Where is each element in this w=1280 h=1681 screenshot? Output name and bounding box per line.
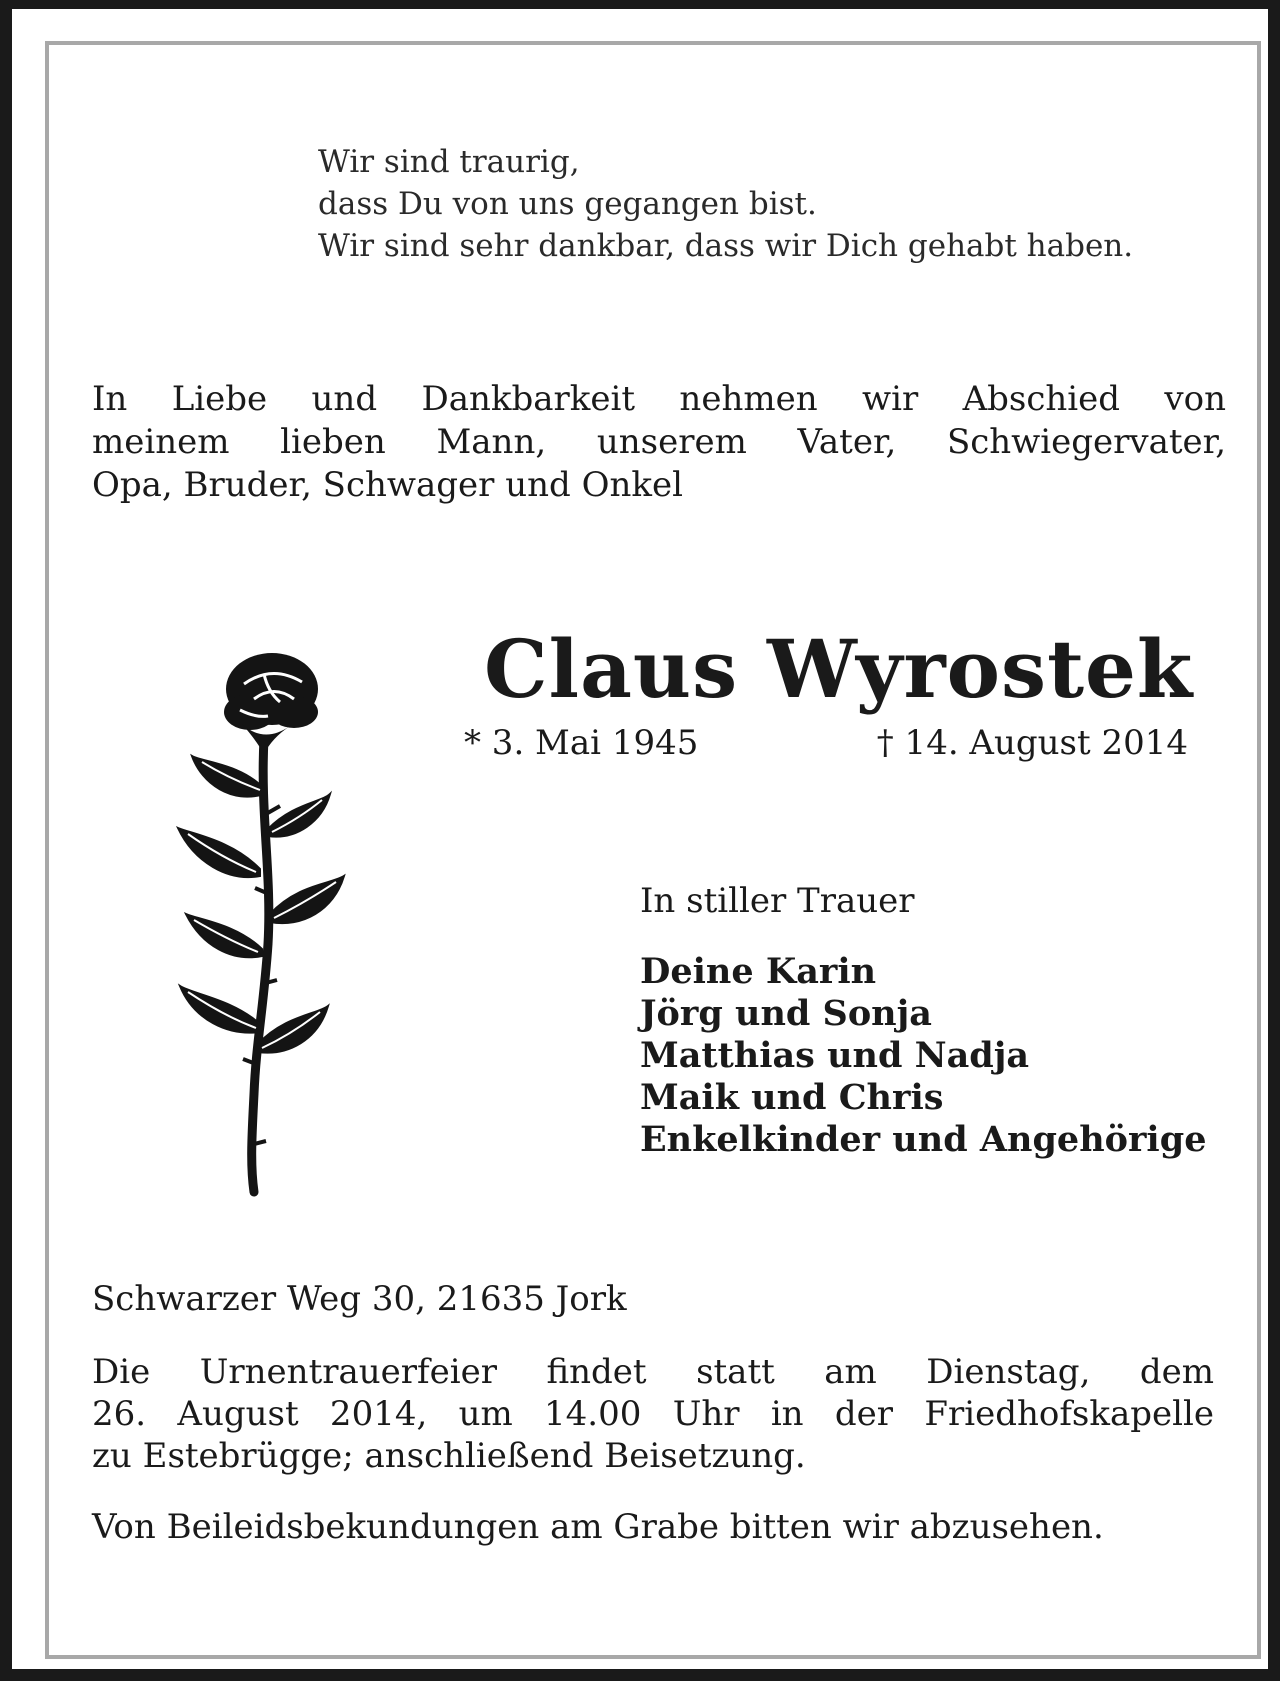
address: Schwarzer Weg 30, 21635 Jork: [92, 1279, 627, 1319]
poem-line: Wir sind sehr dankbar, dass wir Dich gehabt haben.: [318, 228, 1134, 264]
intro-line: Opa, Bruder, Schwager und Onkel: [92, 465, 683, 505]
mourning-heading: In stiller Trauer: [640, 881, 915, 921]
ceremony-line: zu Estebrügge; anschließend Beisetzung.: [92, 1436, 806, 1476]
mourners-list: [640, 951, 1206, 1161]
intro-line: In Liebe und Dankbarkeit nehmen wir Abschied von: [92, 379, 1226, 419]
condolence-note: Von Beileidsbekundungen am Grabe bitten wir abzusehen.: [92, 1507, 1104, 1547]
poem: [318, 141, 1133, 267]
intro-line: meinem lieben Mann, unserem Vater, Schwiegervater,: [92, 422, 1226, 462]
poem-line: Wir sind traurig,: [318, 144, 580, 180]
death-date: † 14. August 2014: [876, 723, 1188, 763]
mourner-name: Matthias und Nadja: [640, 1035, 1030, 1076]
ceremony-line: Die Urnentrauerfeier findet statt am Dienstag, dem: [92, 1352, 1214, 1392]
mourner-name: Maik und Chris: [640, 1077, 944, 1118]
deceased-name: Claus Wyrostek: [484, 622, 1194, 716]
mourner-name: Enkelkinder und Angehörige: [640, 1119, 1207, 1160]
ceremony-line: 26. August 2014, um 14.00 Uhr in der Friedhofskapelle: [92, 1394, 1214, 1434]
mourner-name: Jörg und Sonja: [640, 993, 932, 1034]
rose-icon: [172, 644, 352, 1204]
poem-line: dass Du von uns gegangen bist.: [318, 186, 817, 222]
birth-date: * 3. Mai 1945: [464, 723, 699, 763]
ceremony-info: [92, 1351, 1214, 1477]
farewell-intro: [92, 378, 1226, 507]
mourner-name: Deine Karin: [640, 951, 877, 992]
